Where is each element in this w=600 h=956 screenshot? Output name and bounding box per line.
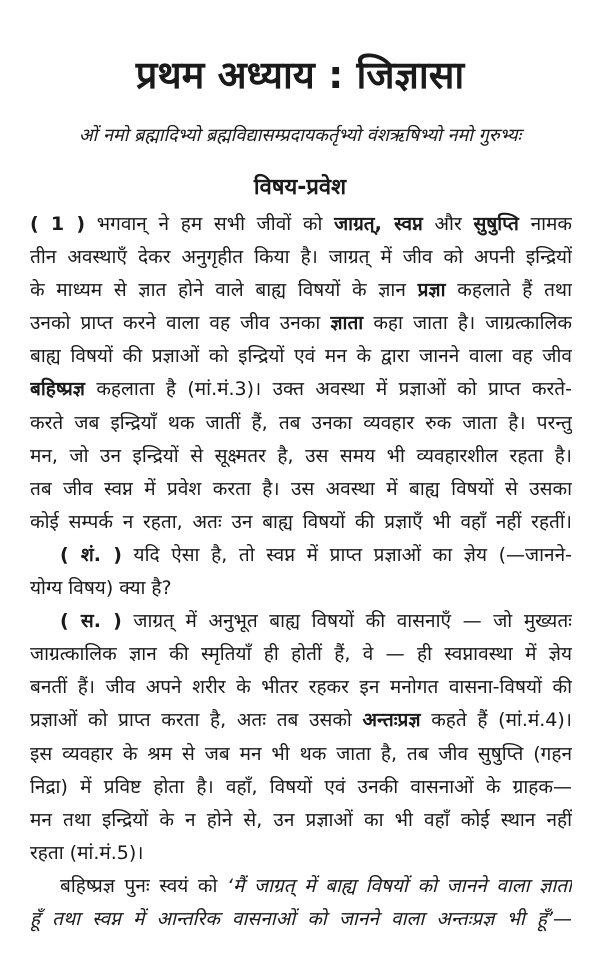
bold-term: प्रज्ञा — [417, 279, 446, 302]
text-segment: बहिष्प्रज्ञ पुनः स्वयं को — [60, 874, 228, 897]
text-line — [30, 771, 572, 804]
bold-term: सुषुप्ति — [473, 213, 519, 235]
text-segment: भगवान् ने हम सभी जीवों को — [85, 213, 335, 235]
text-segment: तब जीव स्वप्न में प्रवेश करता है। उस अवस्था में बाह्य विषयों से उसका — [30, 477, 572, 500]
bold-term: ज्ञाता — [330, 312, 364, 335]
body-text — [30, 208, 572, 936]
text-line — [30, 407, 572, 440]
text-segment: इस व्यवहार के श्रम से जब मन भी थक जाता है, तब जीव सुषुप्ति (गहन — [30, 742, 572, 765]
text-line — [30, 572, 572, 605]
text-line — [30, 208, 572, 241]
text-segment: नामक — [518, 213, 572, 235]
italic-quote: ‘मैं जाग्रत् में बाह्य विषयों को जानने वाला ज्ञाता — [227, 874, 572, 897]
text-line — [30, 671, 572, 704]
text-segment: जाग्रत् में अनुभूत बाह्य विषयों की वासनाएँ — जो मुख्यतः — [121, 610, 572, 633]
bold-term: बहिष्प्रज्ञ — [30, 378, 85, 401]
text-line — [30, 738, 572, 771]
text-segment: के माध्यम से ज्ञात होने वाले बाह्य विषयों के ज्ञान — [30, 279, 418, 302]
text-line — [30, 340, 572, 373]
bold-term: अन्तःप्रज्ञ — [362, 709, 421, 732]
text-line — [30, 506, 572, 539]
text-segment: करते जब इन्द्रियाँ थक जातीं हैं, तब उनका व्यवहार रुक जाता है। परन्तु — [30, 411, 572, 434]
text-line — [30, 704, 572, 737]
text-line — [30, 804, 572, 837]
text-segment: कहा जाता है। जाग्रत्कालिक — [363, 312, 572, 335]
text-line — [30, 307, 572, 340]
invocation-verse: ओं नमो ब्रह्मादिभ्यो ब्रह्मविद्यासम्प्रदायकर्तृभ्यो वंशऋषिभ्यो नमो गुरुभ्यः — [78, 125, 522, 146]
text-line — [30, 903, 572, 936]
text-segment: योग्य विषय) क्या है? — [30, 577, 172, 600]
text-segment: यदि ऐसा है, तो स्वप्न में प्राप्त प्रज्ञाओं का ज्ञेय (—जानने- — [121, 543, 572, 566]
text-line — [30, 373, 572, 406]
italic-quote: हूँ तथा स्वप्न में आन्तरिक वासनाओं को जानने वाला अन्तःप्रज्ञ भी हूँ’ — [30, 907, 553, 930]
text-segment: कहलाता है (मां.मं.3)। उक्त अवस्था में प्रज्ञाओं को प्राप्त करते- — [84, 378, 572, 401]
text-segment: बनतीं हैं। जीव अपने शरीर के भीतर रहकर इन मनोगत वासना-विषयों की — [30, 676, 572, 699]
text-segment: जाग्रत्कालिक ज्ञान की स्मृतियाँ ही होतीं हैं, वे — ही स्वप्नावस्था में ज्ञेय — [30, 643, 572, 666]
text-segment: — — [553, 907, 572, 930]
text-segment: कहते हैं (मां.मं.4)। — [420, 709, 572, 732]
text-segment: मन तथा इन्द्रियों के न होने से, उन प्रज्ञाओं का भी वहाँ कोई स्थान नहीं — [30, 808, 572, 831]
text-segment: और — [422, 213, 474, 235]
text-line — [30, 473, 572, 506]
bold-term: ( 1 ) — [30, 213, 86, 235]
text-segment: कहलाते हैं तथा — [445, 279, 572, 302]
section-heading: विषय-प्रवेश — [253, 175, 347, 200]
text-segment: कोई सम्पर्क न रहता, अतः उन बाह्य विषयों की प्रज्ञाएँ भी वहाँ नहीं रहतीं। — [30, 510, 572, 533]
text-line — [30, 440, 572, 473]
text-segment: बाह्य विषयों की प्रज्ञाओं को इन्द्रियों एवं मन के द्वारा जानने वाला वह जीव — [30, 345, 572, 368]
text-segment: तीन अवस्थाएँ देकर अनुगृहीत किया है। जाग्रत् में जीव को अपनी इन्द्रियों — [30, 246, 572, 269]
bold-term: जाग्रत्, स्वप्न — [334, 213, 423, 235]
bold-term: ( शं. ) — [60, 543, 122, 566]
text-line — [30, 241, 572, 274]
bold-term: ( स. ) — [60, 610, 122, 633]
text-line — [30, 539, 572, 572]
text-line — [30, 870, 572, 903]
text-segment: निद्रा) में प्रविष्ट होता है। वहाँ, विषयों एवं उनकी वासनाओं के ग्राहक— — [30, 775, 572, 798]
text-segment: उनको प्राप्त करने वाला वह जीव उनका — [30, 312, 331, 335]
text-line — [30, 837, 572, 870]
chapter-title: प्रथम अध्याय : जिज्ञासा — [135, 53, 465, 97]
text-segment: रहता (मां.मं.5)। — [30, 841, 144, 864]
text-line — [30, 274, 572, 307]
text-segment: मन, जो उन इन्द्रियों से सूक्ष्मतर है, उस समय भी व्यवहारशील रहता है। — [30, 444, 572, 467]
text-line — [30, 605, 572, 638]
text-segment: प्रज्ञाओं को प्राप्त करता है, अतः तब उसको — [30, 709, 363, 732]
text-line — [30, 638, 572, 671]
